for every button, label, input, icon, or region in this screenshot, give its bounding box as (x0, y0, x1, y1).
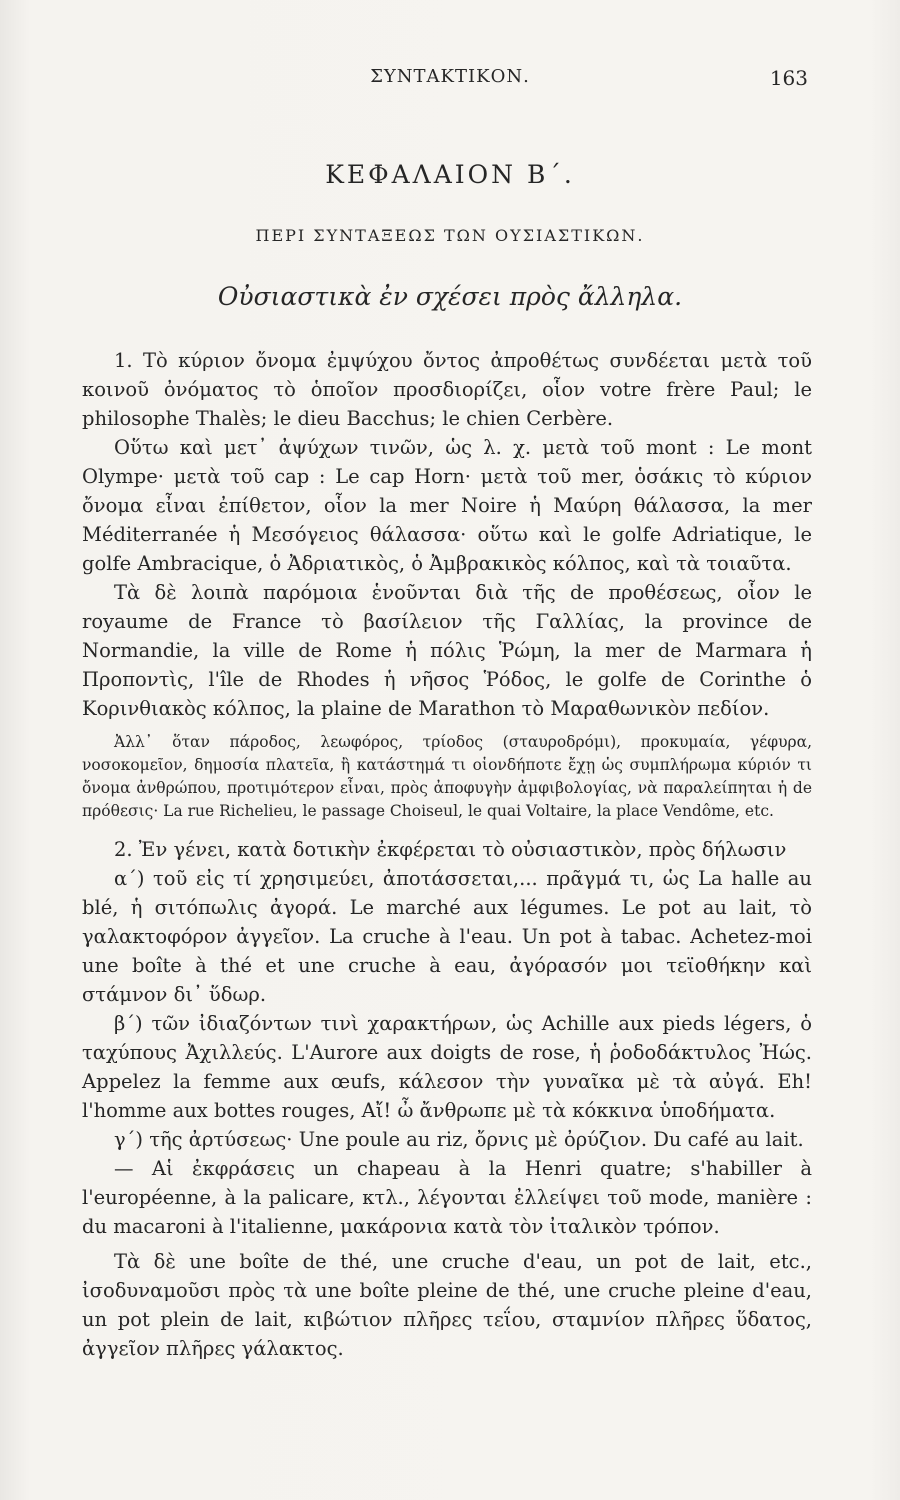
chapter-title: ΚΕΦΑΛΑΙΟΝ Β΄. (325, 160, 575, 189)
paragraph-1: 1. Τὸ κύριον ὄνομα ἐμψύχου ὄντος ἀπροθέτως συνδέεται μετὰ τοῦ κοινοῦ ὀνόματος τὸ ὁποῖον προσδιορίζει, οἷον votre frère Paul; le philosophe Thalès; le dieu Bacchus; le chien Cerbère. (82, 349, 812, 430)
paragraph-gamma: γ΄) τῆς ἀρτύσεως· Une poule au riz, ὄρνις μὲ ὀρύζιον. Du café au lait. (114, 1128, 804, 1151)
section-title: ΠΕΡΙ ΣΥΝΤΑΞΕΩΣ ΤΩΝ ΟΥΣΙΑΣΤΙΚΩΝ. (255, 226, 645, 245)
paragraph-rule-2: 2. Ἐν γένει, κατὰ δοτικὴν ἐκφέρεται τὸ οὐσιαστικὸν, πρὸς δήλωσιν (114, 838, 787, 861)
paragraph-expressions: — Αἱ ἐκφράσεις un chapeau à la Henri quatre; s'habiller à l'européenne, à la palicare, κτλ., λέγονται ἐλλείψει τοῦ mode, manière : du macaroni à l'italienne, μακάρονια κατὰ τὸν ἰταλικὸν τρόπον. (82, 1157, 812, 1238)
paragraph-beta: β΄) τῶν ἰδιαζόντων τινὶ χαρακτήρων, ὡς Achille aux pieds légers, ὁ ταχύπους Ἀχιλλεύς. L'Aurore aux doigts de rose, ἡ ῥοδοδάκτυλος Ἠώς. Appelez la femme aux œufs, κάλεσον τὴν γυναῖκα μὲ τὰ αὐγά. Eh! l'homme aux bottes rouges, Αἴ! ὦ ἄνθρωπε μὲ τὰ κόκκινα ὑποδήματα. (82, 1012, 812, 1122)
paragraph-alpha: α΄) τοῦ εἰς τί χρησιμεύει, ἀποτάσσεται,... πρᾶγμά τι, ὡς La halle au blé, ἡ σιτόπωλις ἀγορά. Le marché aux légumes. Le pot au lait, τὸ γαλακτοφόρον ἀγγεῖον. La cruche à l'eau. Un pot à tabac. Achetez-moi une boîte à thé et une cruche à eau, ἀγόρασόν μοι τεϊοθήκην καὶ στάμνον δι᾽ ὕδωρ. (82, 867, 812, 1006)
paragraph-final: Τὰ δὲ une boîte de thé, une cruche d'eau, un pot de lait, etc., ἰσοδυναμοῦσι πρὸς τὰ une boîte pleine de thé, une cruche pleine d'eau, un pot plein de lait, κιβώτιον πλῆρες τεΐου, σταμνίον πλῆρες ὕδατος, ἀγγεῖον πλῆρες γάλακτος. (82, 1250, 812, 1360)
paragraph-3: Τὰ δὲ λοιπὰ παρόμοια ἑνοῦνται διὰ τῆς de προθέσεως, οἷον le royaume de France τὸ βασίλειον τῆς Γαλλίας, la province de Normandie, la ville de Rome ἡ πόλις Ῥώμη, la mer de Marmara ἡ Προποντὶς, l'île de Rhodes ἡ νῆσος Ῥόδος, le golfe de Corinthe ὁ Κορινθιακὸς κόλπος, la plaine de Marathon τὸ Μαραθωνικὸν πεδίον. (82, 581, 812, 720)
note-paragraph: Ἀλλ᾽ ὅταν πάροδος, λεωφόρος, τρίοδος (σταυροδρόμι), προκυμαία, γέφυρα, νοσοκομεῖον, δημοσία πλατεῖα, ἢ κατάστημά τι οἱονδήποτε ἔχῃ ὡς συμπλήρωμα κύριόν τι ὄνομα ἀνθρώπου, προτιμότερον εἶναι, πρὸς ἀποφυγὴν ἀμφιβολογίας, νὰ παραλείπηται ἡ de πρόθεσις· La rue Richelieu, le passage Choiseul, le quai Voltaire, la place Vendôme, etc. (82, 733, 812, 820)
body-text (82, 346, 812, 1363)
running-head (0, 66, 900, 96)
page-number: 163 (769, 66, 808, 90)
running-title: ΣΥΝΤΑΚΤΙΚΟΝ. (370, 66, 530, 87)
subsection-title: Οὐσιαστικὰ ἐν σχέσει πρὸς ἄλληλα. (217, 282, 683, 311)
paragraph-2: Οὕτω καὶ μετ᾽ ἀψύχων τινῶν, ὡς λ. χ. μετὰ τοῦ mont : Le mont Olympe· μετὰ τοῦ cap : Le cap Horn· μετὰ τοῦ mer, ὁσάκις τὸ κύριον ὄνομα εἶναι ἐπίθετον, οἷον la mer Noire ἡ Μαύρη θάλασσα, la mer Méditerranée ἡ Μεσόγειος θάλασσα· οὕτω καὶ le golfe Adriatique, le golfe Ambracique, ὁ Ἀδριατικὸς, ὁ Ἀμβρακικὸς κόλπος, καὶ τὰ τοιαῦτα. (82, 436, 812, 575)
